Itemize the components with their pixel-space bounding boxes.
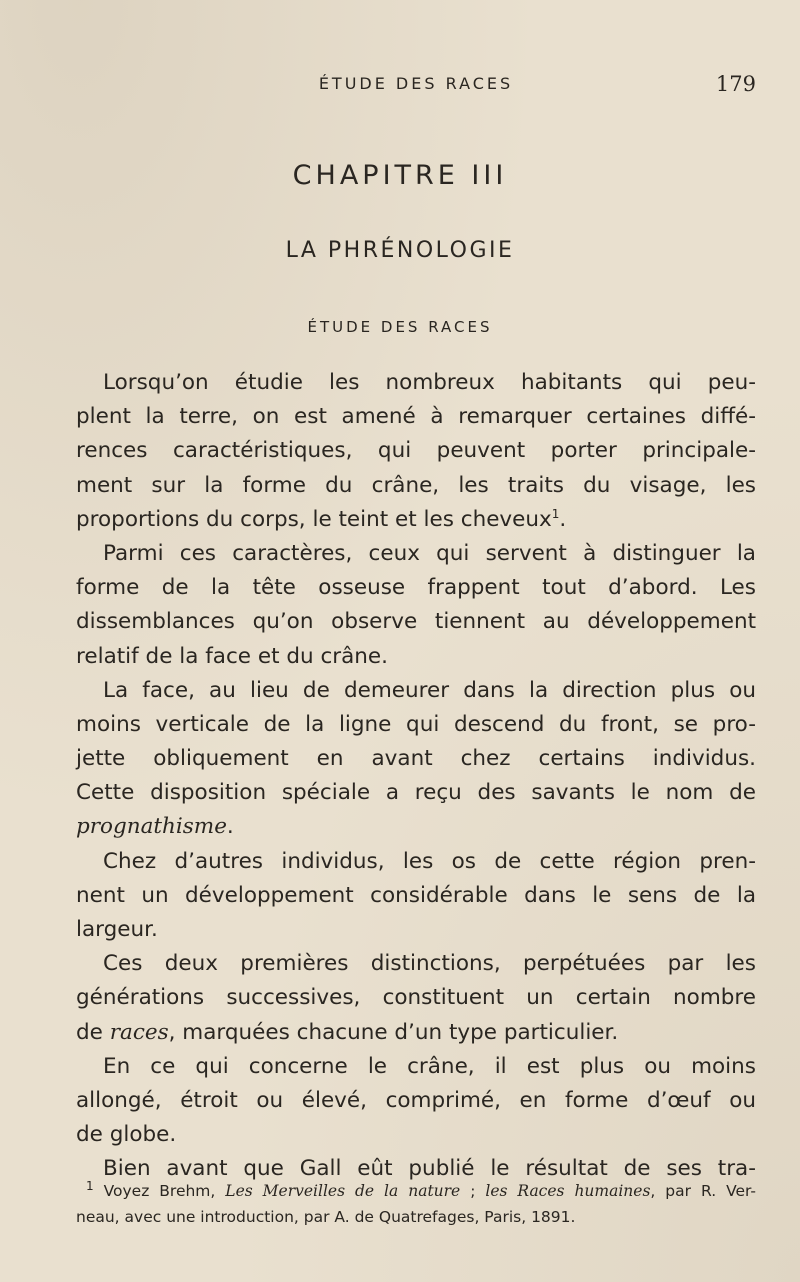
text-line: allongé, étroit ou élevé, comprimé, en forme d’œuf ou (76, 1087, 756, 1113)
body-text (76, 366, 756, 1187)
text-line (76, 503, 756, 537)
paragraph-5 (76, 947, 756, 1050)
text-fragment: de (76, 1019, 110, 1045)
text-fragment: . (559, 506, 567, 532)
text-line: Bien avant que Gall eût publié le résultat de ses tra- (103, 1156, 756, 1182)
running-head-title: ÉTUDE DES RACES (318, 74, 514, 93)
section-title: ÉTUDE DES RACES (307, 318, 493, 336)
text-line: jette obliquement en avant chez certains individus. (76, 746, 756, 772)
footnote-line (76, 1178, 756, 1204)
text-fragment: . (226, 814, 234, 840)
text-line: forme de la tête osseuse frappent tout d’abord. Les (76, 575, 756, 601)
text-line: Lorsqu’on étudie les nombreux habitants qui peu- (103, 370, 756, 395)
footnote-ref: 1 (551, 506, 560, 521)
paragraph-6 (76, 1050, 756, 1153)
paragraph-1 (76, 366, 756, 537)
italic-term: races (109, 1019, 169, 1045)
running-head (76, 72, 756, 98)
text-fragment: , marquées chacune d’un type particulier. (168, 1019, 619, 1045)
text-line: relatif de la face et du crâne. (76, 643, 388, 669)
footnote (76, 1178, 756, 1230)
text-line: générations successives, constituent un certain nombre (76, 985, 756, 1011)
text-fragment: ; (460, 1182, 486, 1200)
text-line: Parmi ces caractères, ceux qui servent à distinguer la (103, 540, 756, 566)
text-line: de globe. (76, 1122, 177, 1148)
chapter-title: CHAPITRE III (292, 160, 508, 191)
text-fragment: Voyez Brehm, (93, 1182, 226, 1200)
italic-term: prognathisme (76, 814, 227, 840)
text-line: ment sur la forme du crâne, les traits du visage, les (76, 472, 756, 498)
text-line (76, 1016, 756, 1050)
text-line: Chez d’autres individus, les os de cette région pren- (103, 848, 756, 874)
text-line: Ces deux premières distinctions, perpétuées par les (103, 951, 756, 977)
text-fragment: proportions du corps, le teint et les cheveux (76, 506, 552, 532)
text-line: largeur. (76, 917, 158, 942)
text-line: Cette disposition spéciale a reçu des savants le nom de (76, 780, 756, 806)
paragraph-3 (76, 674, 756, 845)
italic-title: Les Merveilles de la nature (225, 1182, 461, 1200)
text-line: rences caractéristiques, qui peuvent porter principale- (76, 438, 756, 464)
text-fragment: , par R. Ver- (650, 1182, 756, 1200)
paragraph-2 (76, 537, 756, 674)
italic-title: les Races humaines (485, 1182, 651, 1200)
footnote-line: neau, avec une introduction, par A. de Quatrefages, Paris, 1891. (76, 1208, 576, 1226)
paragraph-4 (76, 845, 756, 948)
text-line: La face, au lieu de demeurer dans la direction plus ou (103, 677, 756, 703)
subject-title: LA PHRÉNOLOGIE (285, 238, 515, 263)
text-line: plent la terre, on est amené à remarquer certaines diffé- (76, 404, 756, 430)
text-line: nent un développement considérable dans le sens de la (76, 882, 756, 908)
text-line: dissemblances qu’on observe tiennent au développement (76, 609, 756, 635)
text-line (76, 810, 756, 844)
text-line: moins verticale de la ligne qui descend du front, se pro- (76, 711, 756, 737)
page-number: 179 (715, 72, 756, 96)
text-line: En ce qui concerne le crâne, il est plus ou moins (103, 1053, 756, 1079)
footnote-marker: 1 (86, 1178, 94, 1193)
